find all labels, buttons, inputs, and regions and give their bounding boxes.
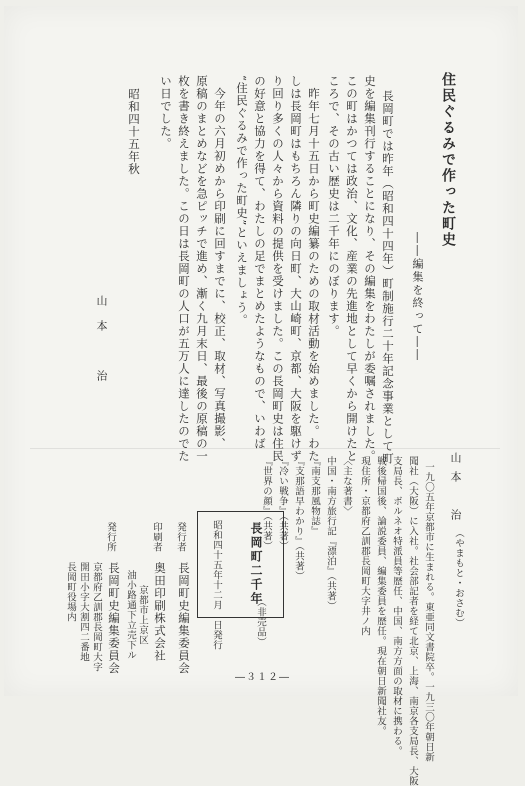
- bio-line: 一九〇五年京都市に生まれる。東亜同文書院卒。一九三〇年朝日新: [423, 462, 434, 762]
- bio-work-item: 『冷い戦争』（共著）: [277, 456, 288, 552]
- colophon-label: 発行者: [175, 522, 186, 552]
- bio-line: 戦後帰国後、論説委員、編集委員を歴任。現在朝日新聞社友。: [375, 456, 386, 736]
- essay-line: “住民ぐるみで作った町史”といえましょう。: [235, 75, 249, 327]
- essay-line: ころで、その古い歴史は二千年にのぼります。: [327, 75, 341, 338]
- colophon-value: 京都市上京区: [137, 585, 148, 645]
- bio-name: 山本 治: [449, 452, 462, 528]
- bio-work-item: 『支那語早わかり』（共著）: [293, 456, 304, 582]
- colophon-label: 印刷者: [151, 522, 162, 552]
- section-divider: [30, 448, 500, 449]
- essay-line: 長岡町では昨年（昭和四十四年）町制施行二十年記念事業として町: [381, 90, 395, 465]
- essay-subtitle: ――編集を終って――: [411, 232, 424, 362]
- essay-line: 原稿のまとめなどを急ピッチで進め、漸く九月末日、最後の原稿の一: [195, 75, 209, 463]
- bio-reading: （やまもと・おさむ）: [453, 528, 464, 628]
- essay-line: り回り多くの人々から資料の提供を受けました。この長岡町史は住民: [271, 75, 285, 463]
- colophon-price: （非売品）: [255, 597, 266, 647]
- essay-line: この町はかつては政治、文化、産業の先進地として早くから開けたと: [345, 75, 359, 463]
- bio-work-item: 『世界の顔』（共著）: [261, 456, 272, 552]
- page-number: ―３１２―: [235, 672, 290, 683]
- essay-line: 史を編集刊行することになり、その編集をわたしが委嘱されました。: [363, 75, 377, 463]
- essay-title: 住民ぐるみで作った町史: [440, 72, 456, 248]
- colophon-title: 長岡町二千年: [249, 522, 263, 606]
- colophon-value: 奥田印刷株式会社: [153, 562, 167, 662]
- colophon-value: 開田小字大割四二番地: [78, 562, 89, 662]
- colophon-value: 長岡町役場内: [65, 562, 76, 622]
- essay-line: 昨年七月十五日から町史編纂のための取材活動を始めました。わた: [307, 75, 321, 463]
- colophon-value: 京都府乙訓郡長岡町大字: [91, 562, 102, 672]
- colophon-value: 長岡町史編集委員会: [177, 562, 191, 675]
- essay-line: の好意と協力を得て、わたしの足でまとめたようなもので、いわば: [253, 75, 267, 450]
- bio-line: 聞社（大阪）に入社。社会部記者を経て北京、上海、南京各支局長、大阪: [407, 456, 418, 786]
- essay-author: 山本 治: [95, 295, 108, 395]
- bio-work-item: 『南支那風物誌』: [309, 456, 320, 536]
- essay-date: 昭和四十五年秋: [127, 88, 141, 176]
- colophon-value: 油小路通下立売下ル: [125, 570, 136, 660]
- essay-line: い日でした。: [159, 75, 173, 150]
- colophon-label: 発行所: [105, 522, 116, 552]
- bio-line: 現住所・京都府乙訓郡長岡町大字井ノ内: [359, 456, 370, 636]
- essay-line: 今年の六月初めから印刷に回すまでに、校正、取材、写真撮影、: [213, 75, 227, 450]
- colophon-value: 長岡町史編集委員会: [107, 562, 121, 675]
- bio-works-heading: 〈主な著書〉: [341, 456, 352, 516]
- essay-line: しは長岡町はもちろん隣りの向日町、大山崎町、京都、大阪を駆けず: [289, 75, 303, 463]
- colophon-date: 昭和四十五年十二月 日発行: [211, 520, 222, 650]
- essay-line: 枚を書き終えました。この日は長岡町の人口が五万人に達したのでた: [177, 75, 191, 463]
- bio-line: 支局長、ボルネオ特派員等歴任、中国、南方方面の取材に携わる。: [391, 456, 402, 756]
- bio-work-item: 中国・南方旅行記『漂泊』（共著）: [325, 456, 336, 612]
